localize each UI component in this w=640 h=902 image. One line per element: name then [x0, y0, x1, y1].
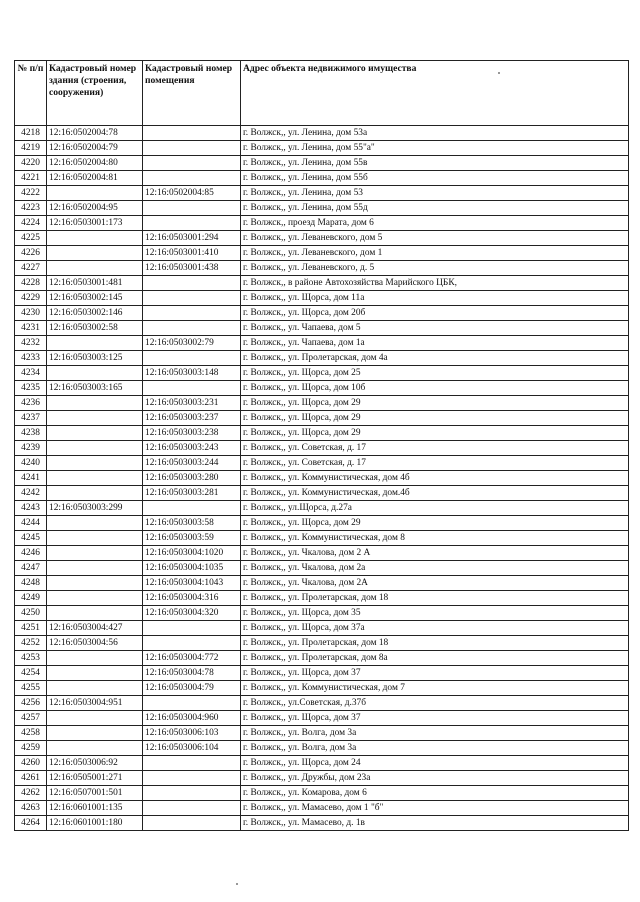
cell-number: 4245 [15, 531, 47, 546]
cell-building-cadastral [47, 726, 143, 741]
cell-address: г. Волжск,, ул. Щорса, дом 25 [241, 366, 629, 381]
cell-room-cadastral [143, 621, 241, 636]
scan-speck [236, 883, 238, 885]
cell-number: 4257 [15, 711, 47, 726]
header-address: Адрес объекта недвижимого имущества [241, 61, 629, 126]
cell-building-cadastral: 12:16:0502004:81 [47, 171, 143, 186]
table-row [15, 126, 629, 141]
cell-room-cadastral [143, 276, 241, 291]
cell-number: 4261 [15, 771, 47, 786]
table-row [15, 456, 629, 471]
table-row [15, 816, 629, 831]
cell-building-cadastral: 12:16:0503002:145 [47, 291, 143, 306]
cell-room-cadastral: 12:16:0503002:79 [143, 336, 241, 351]
cell-number: 4249 [15, 591, 47, 606]
cell-room-cadastral [143, 156, 241, 171]
cell-number: 4246 [15, 546, 47, 561]
table-row [15, 276, 629, 291]
cell-number: 4242 [15, 486, 47, 501]
cell-number: 4237 [15, 411, 47, 426]
property-table [14, 60, 629, 831]
cell-address: г. Волжск,, ул. Щорса, дом 11а [241, 291, 629, 306]
table-row [15, 216, 629, 231]
cell-room-cadastral: 12:16:0503003:238 [143, 426, 241, 441]
table-row [15, 171, 629, 186]
cell-building-cadastral: 12:16:0505001:271 [47, 771, 143, 786]
table-row [15, 681, 629, 696]
cell-building-cadastral: 12:16:0503004:951 [47, 696, 143, 711]
cell-building-cadastral [47, 471, 143, 486]
cell-building-cadastral: 12:16:0503004:56 [47, 636, 143, 651]
scan-speck [498, 72, 500, 74]
cell-address: г. Волжск,, ул. Ленина, дом 55"а" [241, 141, 629, 156]
cell-number: 4229 [15, 291, 47, 306]
cell-room-cadastral [143, 771, 241, 786]
cell-address: г. Волжск,, ул. Щорса, дом 35 [241, 606, 629, 621]
cell-address: г. Волжск,, ул. Волга, дом 3а [241, 726, 629, 741]
table-row [15, 591, 629, 606]
cell-address: г. Волжск,, ул. Щорса, дом 29 [241, 411, 629, 426]
table-row [15, 501, 629, 516]
cell-room-cadastral [143, 756, 241, 771]
cell-building-cadastral [47, 456, 143, 471]
cell-number: 4239 [15, 441, 47, 456]
cell-address: г. Волжск,, ул. Щорса, дом 24 [241, 756, 629, 771]
cell-building-cadastral: 12:16:0503004:427 [47, 621, 143, 636]
cell-number: 4252 [15, 636, 47, 651]
cell-address: г. Волжск,, ул. Советская, д. 17 [241, 456, 629, 471]
cell-room-cadastral: 12:16:0503004:79 [143, 681, 241, 696]
table-row [15, 426, 629, 441]
cell-address: г. Волжск,, ул. Советская, д. 17 [241, 441, 629, 456]
cell-address: г. Волжск,, ул. Щорса, дом 37 [241, 666, 629, 681]
table-row [15, 291, 629, 306]
cell-number: 4240 [15, 456, 47, 471]
cell-number: 4248 [15, 576, 47, 591]
cell-building-cadastral [47, 666, 143, 681]
cell-room-cadastral: 12:16:0503001:438 [143, 261, 241, 276]
table-row [15, 246, 629, 261]
cell-building-cadastral: 12:16:0503001:173 [47, 216, 143, 231]
cell-room-cadastral [143, 816, 241, 831]
cell-number: 4255 [15, 681, 47, 696]
cell-room-cadastral: 12:16:0503004:78 [143, 666, 241, 681]
cell-number: 4231 [15, 321, 47, 336]
cell-building-cadastral [47, 591, 143, 606]
cell-number: 4219 [15, 141, 47, 156]
cell-number: 4258 [15, 726, 47, 741]
cell-room-cadastral [143, 501, 241, 516]
cell-number: 4232 [15, 336, 47, 351]
cell-address: г. Волжск,, ул. Леваневского, д. 5 [241, 261, 629, 276]
cell-room-cadastral [143, 696, 241, 711]
cell-address: г. Волжск,, ул.Советская, д.37б [241, 696, 629, 711]
cell-building-cadastral [47, 606, 143, 621]
cell-building-cadastral [47, 651, 143, 666]
cell-building-cadastral: 12:16:0503003:165 [47, 381, 143, 396]
table-row [15, 606, 629, 621]
table-row [15, 651, 629, 666]
cell-number: 4263 [15, 801, 47, 816]
table-row [15, 786, 629, 801]
cell-room-cadastral [143, 351, 241, 366]
cell-room-cadastral [143, 306, 241, 321]
cell-address: г. Волжск,, ул. Ленина, дом 53 [241, 186, 629, 201]
cell-room-cadastral: 12:16:0503004:772 [143, 651, 241, 666]
cell-number: 4221 [15, 171, 47, 186]
cell-address: г. Волжск,, в районе Автохозяйства Марийского ЦБК, [241, 276, 629, 291]
cell-building-cadastral: 12:16:0503003:299 [47, 501, 143, 516]
cell-address: г. Волжск,, ул. Коммунистическая, дом 7 [241, 681, 629, 696]
cell-number: 4224 [15, 216, 47, 231]
cell-building-cadastral: 12:16:0507001:501 [47, 786, 143, 801]
cell-number: 4250 [15, 606, 47, 621]
table-row [15, 666, 629, 681]
cell-address: г. Волжск,, ул. Щорса, дом 10б [241, 381, 629, 396]
cell-number: 4238 [15, 426, 47, 441]
cell-number: 4228 [15, 276, 47, 291]
cell-address: г. Волжск,, ул. Ленина, дом 55д [241, 201, 629, 216]
cell-room-cadastral: 12:16:0503003:244 [143, 456, 241, 471]
cell-building-cadastral: 12:16:0503003:125 [47, 351, 143, 366]
table-row [15, 471, 629, 486]
cell-room-cadastral [143, 636, 241, 651]
cell-building-cadastral [47, 576, 143, 591]
table-row [15, 351, 629, 366]
header-room-cadastral: Кадастровый номер помещения [143, 61, 241, 126]
table-row [15, 726, 629, 741]
cell-number: 4234 [15, 366, 47, 381]
cell-building-cadastral [47, 186, 143, 201]
cell-room-cadastral: 12:16:0503003:280 [143, 471, 241, 486]
cell-number: 4218 [15, 126, 47, 141]
cell-room-cadastral [143, 201, 241, 216]
cell-building-cadastral [47, 681, 143, 696]
cell-building-cadastral: 12:16:0601001:135 [47, 801, 143, 816]
cell-room-cadastral: 12:16:0503003:237 [143, 411, 241, 426]
cell-address: г. Волжск,, ул. Мамасево, д. 1в [241, 816, 629, 831]
cell-address: г. Волжск,, проезд Марата, дом 6 [241, 216, 629, 231]
table-row [15, 486, 629, 501]
cell-address: г. Волжск,, ул. Щорса, дом 37 [241, 711, 629, 726]
cell-number: 4264 [15, 816, 47, 831]
cell-room-cadastral [143, 801, 241, 816]
table-row [15, 381, 629, 396]
cell-address: г. Волжск,, ул. Коммунистическая, дом 4б [241, 471, 629, 486]
cell-building-cadastral [47, 531, 143, 546]
cell-building-cadastral [47, 396, 143, 411]
cell-address: г. Волжск,, ул. Дружбы, дом 23а [241, 771, 629, 786]
cell-address: г. Волжск,, ул. Пролетарская, дом 4а [241, 351, 629, 366]
cell-number: 4226 [15, 246, 47, 261]
table-row [15, 366, 629, 381]
cell-building-cadastral: 12:16:0502004:95 [47, 201, 143, 216]
cell-building-cadastral: 12:16:0503002:58 [47, 321, 143, 336]
property-register-sheet [14, 60, 628, 831]
cell-room-cadastral: 12:16:0503003:281 [143, 486, 241, 501]
cell-room-cadastral [143, 171, 241, 186]
cell-address: г. Волжск,, ул.Щорса, д.27а [241, 501, 629, 516]
table-header [15, 61, 629, 126]
cell-address: г. Волжск,, ул. Щорса, дом 37а [241, 621, 629, 636]
cell-number: 4262 [15, 786, 47, 801]
cell-room-cadastral: 12:16:0502004:85 [143, 186, 241, 201]
cell-room-cadastral: 12:16:0503004:1043 [143, 576, 241, 591]
cell-room-cadastral [143, 786, 241, 801]
header-number: № п/п [15, 61, 47, 126]
cell-number: 4230 [15, 306, 47, 321]
cell-room-cadastral: 12:16:0503006:104 [143, 741, 241, 756]
cell-building-cadastral: 12:16:0502004:79 [47, 141, 143, 156]
cell-building-cadastral [47, 711, 143, 726]
cell-building-cadastral [47, 441, 143, 456]
table-row [15, 231, 629, 246]
cell-building-cadastral [47, 741, 143, 756]
cell-address: г. Волжск,, ул. Коммунистическая, дом.4б [241, 486, 629, 501]
cell-number: 4235 [15, 381, 47, 396]
cell-building-cadastral: 12:16:0503002:146 [47, 306, 143, 321]
table-row [15, 576, 629, 591]
cell-address: г. Волжск,, ул. Ленина, дом 55в [241, 156, 629, 171]
cell-room-cadastral [143, 216, 241, 231]
cell-building-cadastral [47, 516, 143, 531]
table-row [15, 561, 629, 576]
cell-address: г. Волжск,, ул. Комарова, дом 6 [241, 786, 629, 801]
cell-number: 4220 [15, 156, 47, 171]
cell-building-cadastral [47, 336, 143, 351]
cell-number: 4256 [15, 696, 47, 711]
cell-room-cadastral: 12:16:0503003:148 [143, 366, 241, 381]
cell-number: 4227 [15, 261, 47, 276]
cell-number: 4259 [15, 741, 47, 756]
table-row [15, 801, 629, 816]
cell-room-cadastral [143, 381, 241, 396]
cell-building-cadastral [47, 366, 143, 381]
cell-address: г. Волжск,, ул. Леваневского, дом 5 [241, 231, 629, 246]
cell-number: 4260 [15, 756, 47, 771]
cell-room-cadastral [143, 141, 241, 156]
cell-number: 4251 [15, 621, 47, 636]
table-row [15, 186, 629, 201]
cell-address: г. Волжск,, ул. Щорса, дом 29 [241, 426, 629, 441]
cell-address: г. Волжск,, ул. Мамасево, дом 1 "б" [241, 801, 629, 816]
table-row [15, 696, 629, 711]
cell-number: 4225 [15, 231, 47, 246]
cell-address: г. Волжск,, ул. Ленина, дом 53а [241, 126, 629, 141]
cell-building-cadastral: 12:16:0502004:78 [47, 126, 143, 141]
cell-number: 4223 [15, 201, 47, 216]
cell-address: г. Волжск,, ул. Пролетарская, дом 18 [241, 636, 629, 651]
table-row [15, 261, 629, 276]
table-row [15, 201, 629, 216]
cell-room-cadastral [143, 291, 241, 306]
cell-room-cadastral [143, 321, 241, 336]
table-row [15, 441, 629, 456]
cell-address: г. Волжск,, ул. Щорса, дом 29 [241, 516, 629, 531]
table-row [15, 531, 629, 546]
table-row [15, 141, 629, 156]
cell-address: г. Волжск,, ул. Чапаева, дом 5 [241, 321, 629, 336]
cell-address: г. Волжск,, ул. Чапаева, дом 1а [241, 336, 629, 351]
cell-number: 4244 [15, 516, 47, 531]
cell-address: г. Волжск,, ул. Чкалова, дом 2А [241, 576, 629, 591]
cell-number: 4253 [15, 651, 47, 666]
table-row [15, 156, 629, 171]
table-row [15, 411, 629, 426]
table-row [15, 621, 629, 636]
table-row [15, 336, 629, 351]
cell-number: 4236 [15, 396, 47, 411]
cell-building-cadastral [47, 231, 143, 246]
cell-address: г. Волжск,, ул. Чкалова, дом 2а [241, 561, 629, 576]
cell-room-cadastral: 12:16:0503004:1035 [143, 561, 241, 576]
table-row [15, 756, 629, 771]
cell-room-cadastral: 12:16:0503003:58 [143, 516, 241, 531]
cell-number: 4243 [15, 501, 47, 516]
cell-room-cadastral: 12:16:0503003:243 [143, 441, 241, 456]
cell-address: г. Волжск,, ул. Коммунистическая, дом 8 [241, 531, 629, 546]
table-row [15, 771, 629, 786]
cell-room-cadastral: 12:16:0503001:294 [143, 231, 241, 246]
table-row [15, 546, 629, 561]
cell-building-cadastral [47, 246, 143, 261]
cell-number: 4222 [15, 186, 47, 201]
cell-building-cadastral: 12:16:0502004:80 [47, 156, 143, 171]
cell-room-cadastral: 12:16:0503003:59 [143, 531, 241, 546]
table-row [15, 636, 629, 651]
cell-address: г. Волжск,, ул. Леваневского, дом 1 [241, 246, 629, 261]
cell-building-cadastral [47, 426, 143, 441]
cell-building-cadastral [47, 261, 143, 276]
table-row [15, 741, 629, 756]
cell-room-cadastral: 12:16:0503006:103 [143, 726, 241, 741]
cell-building-cadastral [47, 546, 143, 561]
cell-address: г. Волжск,, ул. Волга, дом 3а [241, 741, 629, 756]
cell-room-cadastral: 12:16:0503003:231 [143, 396, 241, 411]
cell-number: 4241 [15, 471, 47, 486]
cell-address: г. Волжск,, ул. Чкалова, дом 2 А [241, 546, 629, 561]
cell-number: 4254 [15, 666, 47, 681]
table-row [15, 516, 629, 531]
cell-number: 4233 [15, 351, 47, 366]
table-row [15, 396, 629, 411]
cell-room-cadastral: 12:16:0503004:960 [143, 711, 241, 726]
cell-address: г. Волжск,, ул. Ленина, дом 55б [241, 171, 629, 186]
header-building-cadastral: Кадастровый номер здания (строения, сооружения) [47, 61, 143, 126]
cell-building-cadastral: 12:16:0503001:481 [47, 276, 143, 291]
cell-room-cadastral: 12:16:0503001:410 [143, 246, 241, 261]
cell-room-cadastral: 12:16:0503004:1020 [143, 546, 241, 561]
cell-room-cadastral [143, 126, 241, 141]
cell-building-cadastral [47, 486, 143, 501]
cell-address: г. Волжск,, ул. Щорса, дом 20б [241, 306, 629, 321]
cell-number: 4247 [15, 561, 47, 576]
cell-address: г. Волжск,, ул. Пролетарская, дом 8а [241, 651, 629, 666]
cell-building-cadastral: 12:16:0601001:180 [47, 816, 143, 831]
cell-address: г. Волжск,, ул. Щорса, дом 29 [241, 396, 629, 411]
cell-room-cadastral: 12:16:0503004:316 [143, 591, 241, 606]
table-row [15, 711, 629, 726]
table-row [15, 306, 629, 321]
cell-address: г. Волжск,, ул. Пролетарская, дом 18 [241, 591, 629, 606]
cell-room-cadastral: 12:16:0503004:320 [143, 606, 241, 621]
cell-building-cadastral [47, 411, 143, 426]
cell-building-cadastral [47, 561, 143, 576]
cell-building-cadastral: 12:16:0503006:92 [47, 756, 143, 771]
table-row [15, 321, 629, 336]
table-body [15, 126, 629, 831]
